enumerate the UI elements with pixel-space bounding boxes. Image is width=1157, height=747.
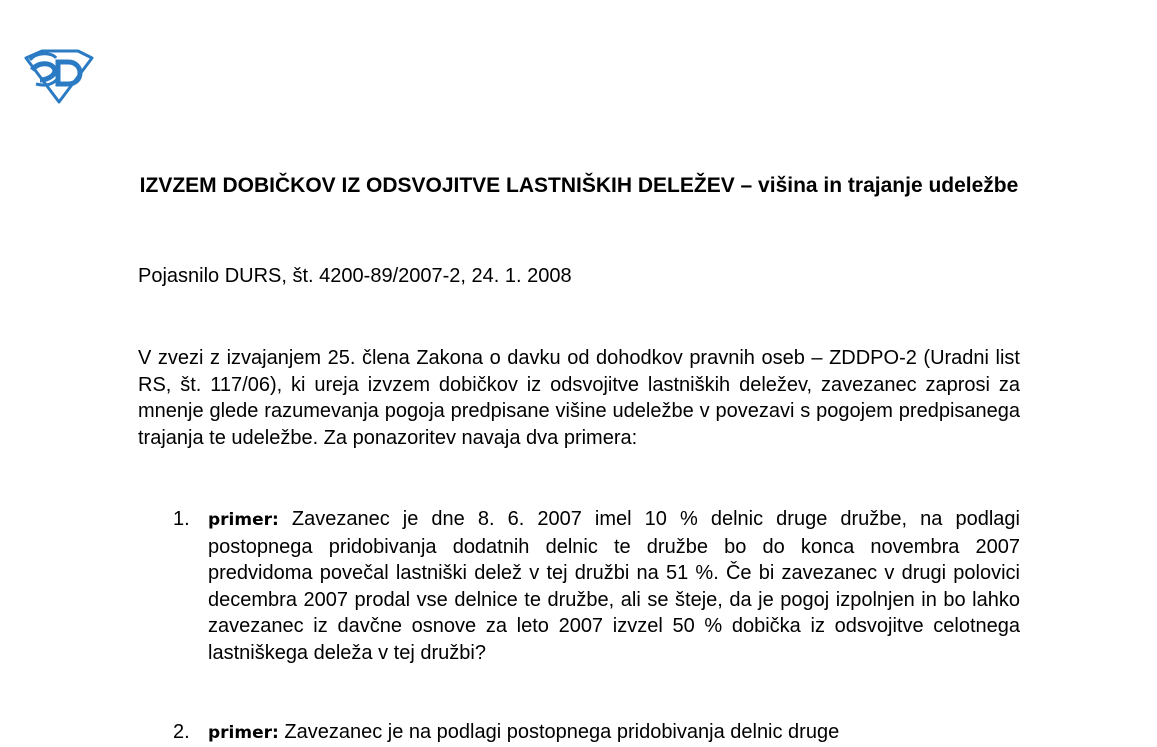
example-label: primer: — [208, 510, 279, 530]
document-reference: Pojasnilo DURS, št. 4200-89/2007-2, 24. 1. 2008 — [138, 265, 572, 287]
example-item-1 — [173, 506, 1020, 666]
document-title: IZVZEM DOBIČKOV IZ ODSVOJITVE LASTNIŠKIH DELEŽEV – višina in trajanje udeležbe — [139, 174, 1019, 197]
example-label: primer: — [208, 723, 279, 743]
sd-logo-icon — [22, 48, 96, 104]
intro-paragraph: V zvezi z izvajanjem 25. člena Zakona o davku od dohodkov pravnih oseb – ZDDPO-2 (Uradni list RS, št. 117/06), ki ureja izvzem dobičkov iz odsvojitve lastniških deležev, zavezanec zaprosi za mnenje glede razumevanja pogoja predpisane višine udeležbe v povezavi s pogojem predpisanega trajanja te udeležbe. Za ponazoritev navaja dva primera: — [138, 347, 1020, 449]
list-number: 1. — [173, 508, 190, 530]
list-number: 2. — [173, 721, 190, 743]
example-text: Zavezanec je na podlagi postopnega pridobivanja delnic druge — [278, 721, 840, 743]
example-item-2 — [173, 719, 1020, 747]
example-text: Zavezanec je dne 8. 6. 2007 imel 10 % delnic druge družbe, na podlagi postopnega pridobivanja dodatnih delnic te družbe bo do konca novembra 2007 predvidoma povečal lastniški delež v tej družbi na 51 %. Če bi zavezanec v drugi polovici decembra 2007 prodal vse delnice te družbe, ali se šteje, da je pogoj izpolnjen in bo lahko zavezanec iz davčne osnove za leto 2007 izvzel 50 % dobička iz odsvojitve celotnega lastniškega deleža v tej družbi? — [208, 508, 1020, 664]
